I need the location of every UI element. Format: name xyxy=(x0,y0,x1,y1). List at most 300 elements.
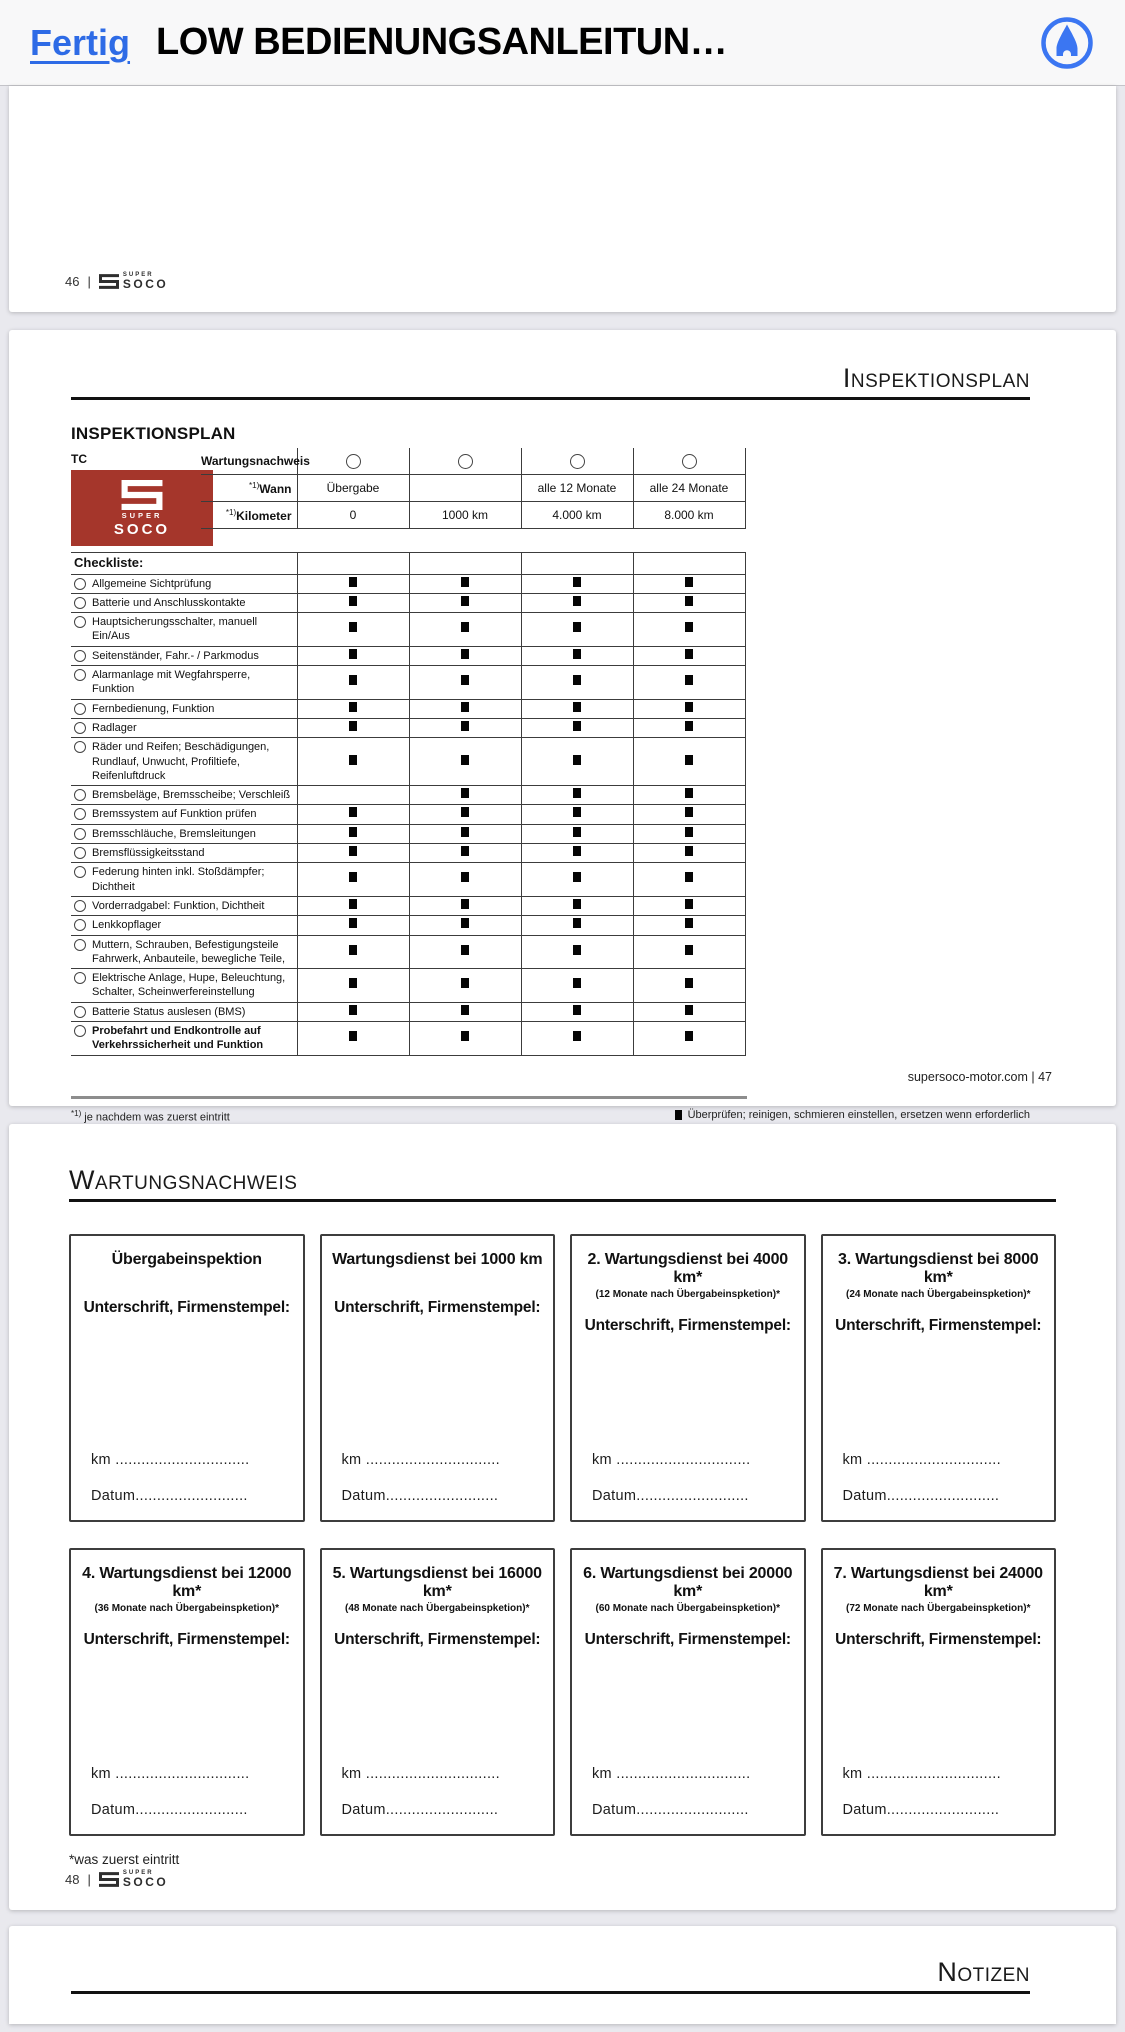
page-number: 48 xyxy=(65,1871,80,1887)
km-field: km ............................... xyxy=(91,1765,250,1782)
checklist-circle-icon xyxy=(74,847,86,859)
km-field: km ............................... xyxy=(341,1765,500,1782)
checklist-item-text: Batterie Status auslesen (BMS) xyxy=(92,1005,246,1018)
check-square-icon xyxy=(349,1005,357,1015)
check-square-icon xyxy=(461,622,469,632)
checklist-item-label-cell xyxy=(71,1002,297,1021)
checklist-item-label-cell xyxy=(71,613,297,647)
check-square-icon xyxy=(349,755,357,765)
check-square-icon xyxy=(349,702,357,712)
checklist-circle-icon xyxy=(74,866,86,878)
inspection-mark-cell xyxy=(409,896,521,915)
check-square-icon xyxy=(685,675,693,685)
inspection-mark-cell xyxy=(409,935,521,969)
wartung-box-subtitle: (12 Monate nach Übergabeinspketion)* xyxy=(595,1289,780,1301)
footer-divider: | xyxy=(87,273,91,289)
soco-s-icon xyxy=(99,274,119,289)
checklist-item-label-cell xyxy=(71,666,297,700)
chapter-heading-wartungsnachweis: Wartungsnachweis xyxy=(69,1166,1056,1202)
inspection-mark-cell xyxy=(633,593,745,612)
checkliste-header-row xyxy=(71,552,745,574)
inspection-mark-cell xyxy=(409,646,521,665)
checklist-item-text: Alarmanlage mit Wegfahrsperre, Funktion xyxy=(92,669,251,696)
check-square-icon xyxy=(573,945,581,955)
checklist-row xyxy=(71,1022,745,1056)
wartung-box xyxy=(69,1234,305,1522)
check-square-icon xyxy=(349,622,357,632)
check-square-icon xyxy=(573,622,581,632)
checklist-item-text: Federung hinten inkl. Stoßdämpfer; Dichtheit xyxy=(92,866,265,893)
page-47-footer: supersoco-motor.com | 47 xyxy=(907,1070,1052,1084)
check-square-icon xyxy=(685,721,693,731)
inspection-mark-cell xyxy=(521,805,633,824)
soco-s-icon xyxy=(99,1872,119,1887)
checklist-row xyxy=(71,1002,745,1021)
footer-divider: | xyxy=(87,1871,91,1887)
checklist-row xyxy=(71,824,745,843)
signature-label: Unterschrift, Firmenstempel: xyxy=(83,1631,290,1649)
stamp-circle-cell xyxy=(297,448,409,475)
inspection-mark-cell xyxy=(633,646,745,665)
super-soco-logo xyxy=(99,272,168,290)
check-square-icon xyxy=(461,1031,469,1041)
inspection-mark-cell xyxy=(297,935,409,969)
wartungsnachweis-label: Wartungsnachweis xyxy=(201,448,297,475)
check-square-icon xyxy=(461,978,469,988)
wann-cell: alle 12 Monate xyxy=(521,475,633,502)
kilometer-cell: 1000 km xyxy=(409,502,521,529)
footnote-divider xyxy=(71,1096,747,1099)
signature-label: Unterschrift, Firmenstempel: xyxy=(584,1631,791,1649)
check-square-icon xyxy=(685,872,693,882)
checklist-item-label-cell xyxy=(71,935,297,969)
check-square-icon xyxy=(461,649,469,659)
check-square-icon xyxy=(573,721,581,731)
inspection-mark-cell xyxy=(409,666,521,700)
check-square-icon xyxy=(461,872,469,882)
kilometer-label: $^{*1)}$Kilometer xyxy=(201,502,297,529)
inspection-mark-cell xyxy=(521,699,633,718)
check-square-icon xyxy=(461,945,469,955)
check-square-icon xyxy=(349,945,357,955)
checklist-row xyxy=(71,969,745,1003)
pdf-page-46[interactable] xyxy=(9,86,1116,312)
inspection-mark-cell xyxy=(297,738,409,786)
check-square-icon xyxy=(685,649,693,659)
inspection-mark-cell xyxy=(633,863,745,897)
inspection-mark-cell xyxy=(633,805,745,824)
km-field: km ............................... xyxy=(91,1451,250,1468)
km-field: km ............................... xyxy=(842,1765,1001,1782)
signature-label: Unterschrift, Firmenstempel: xyxy=(334,1299,541,1317)
checklist-circle-icon xyxy=(74,1006,86,1018)
datum-field: Datum.......................... xyxy=(341,1801,499,1818)
checklist-circle-icon xyxy=(74,900,86,912)
check-square-icon xyxy=(573,755,581,765)
check-square-icon xyxy=(573,1031,581,1041)
check-square-icon xyxy=(685,755,693,765)
wann-cell xyxy=(409,475,521,502)
datum-field: Datum.......................... xyxy=(842,1487,1000,1504)
checklist-row xyxy=(71,896,745,915)
inspection-mark-cell xyxy=(409,824,521,843)
wartung-box-title: Übergabeinspektion xyxy=(111,1250,262,1268)
wartung-box-subtitle: (60 Monate nach Übergabeinspketion)* xyxy=(595,1603,780,1615)
inspection-mark-cell xyxy=(521,593,633,612)
wartung-box-subtitle xyxy=(332,1271,544,1285)
inspection-mark-cell xyxy=(633,613,745,647)
inspection-mark-cell xyxy=(521,844,633,863)
check-square-icon xyxy=(573,702,581,712)
checklist-item-text: Bremsflüssigkeitsstand xyxy=(92,847,205,860)
kilometer-cell: 8.000 km xyxy=(633,502,745,529)
wartung-box xyxy=(821,1234,1057,1522)
checklist-row xyxy=(71,805,745,824)
check-square-icon xyxy=(461,918,469,928)
chapter-heading-inspektionsplan: Inspektionsplan xyxy=(71,364,1030,400)
checklist-item-label-cell xyxy=(71,574,297,593)
checklist-item-text: Seitenständer, Fahr.- / Parkmodus xyxy=(92,649,259,662)
check-square-icon xyxy=(461,577,469,587)
check-square-icon xyxy=(685,1031,693,1041)
inspection-mark-cell xyxy=(297,574,409,593)
checklist-row xyxy=(71,574,745,593)
wann-cell: alle 24 Monate xyxy=(633,475,745,502)
check-square-icon xyxy=(685,899,693,909)
datum-field: Datum.......................... xyxy=(842,1801,1000,1818)
inspection-mark-cell xyxy=(521,824,633,843)
km-field: km ............................... xyxy=(592,1451,751,1468)
check-square-icon xyxy=(685,827,693,837)
checklist-item-text: Vorderradgabel: Funktion, Dichtheit xyxy=(92,899,265,912)
checklist-row xyxy=(71,738,745,786)
legend-square-icon xyxy=(675,1110,682,1120)
inspection-mark-cell xyxy=(409,1002,521,1021)
check-square-icon xyxy=(573,649,581,659)
checklist-row xyxy=(71,863,745,897)
inspection-mark-cell xyxy=(297,863,409,897)
pdf-page-47[interactable] xyxy=(9,330,1116,1124)
wann-cell: Übergabe xyxy=(297,475,409,502)
inspection-mark-cell xyxy=(297,666,409,700)
checklist-circle-icon xyxy=(74,741,86,753)
checklist-row xyxy=(71,666,745,700)
wartung-box-subtitle: (24 Monate nach Übergabeinspketion)* xyxy=(846,1289,1031,1301)
check-square-icon xyxy=(349,872,357,882)
brand-soco-text: SOCO xyxy=(122,1875,169,1889)
check-square-icon xyxy=(685,622,693,632)
wartung-box-title: Wartungsdienst bei 1000 km xyxy=(332,1250,543,1268)
check-square-icon xyxy=(685,596,693,606)
check-square-icon xyxy=(573,675,581,685)
inspection-mark-cell xyxy=(521,738,633,786)
check-square-icon xyxy=(461,596,469,606)
wartungsnachweis-row xyxy=(201,448,745,475)
check-square-icon xyxy=(573,807,581,817)
signature-label: Unterschrift, Firmenstempel: xyxy=(835,1631,1042,1649)
check-square-icon xyxy=(685,577,693,587)
kilometer-cell: 0 xyxy=(297,502,409,529)
page-48-footer xyxy=(65,1870,168,1888)
inspection-mark-cell xyxy=(521,969,633,1003)
checklist-circle-icon xyxy=(74,597,86,609)
checklist-item-label-cell xyxy=(71,969,297,1003)
check-square-icon xyxy=(573,872,581,882)
inspection-mark-cell xyxy=(297,593,409,612)
check-square-icon xyxy=(461,755,469,765)
wartung-box-subtitle: (48 Monate nach Übergabeinspketion)* xyxy=(345,1603,530,1615)
checklist-item-label-cell xyxy=(71,824,297,843)
check-square-icon xyxy=(349,675,357,685)
checklist-item-label-cell xyxy=(71,699,297,718)
pdf-page-49[interactable] xyxy=(9,1926,1116,2024)
stamp-circle-icon xyxy=(682,454,697,469)
checklist-item-text: Bremsschläuche, Bremsleitungen xyxy=(92,827,256,840)
inspection-mark-cell xyxy=(633,666,745,700)
inspection-mark-cell xyxy=(633,552,745,574)
brand-super-text: SUPER xyxy=(122,272,154,278)
inspection-mark-cell xyxy=(521,646,633,665)
check-square-icon xyxy=(685,978,693,988)
wartung-box xyxy=(570,1234,806,1522)
check-square-icon xyxy=(349,649,357,659)
inspection-mark-cell xyxy=(521,1022,633,1056)
datum-field: Datum.......................... xyxy=(341,1487,499,1504)
checklist-row xyxy=(71,786,745,805)
check-square-icon xyxy=(573,788,581,798)
super-soco-logo xyxy=(99,1870,168,1888)
service-interval-header-table xyxy=(201,448,746,530)
inspection-mark-cell xyxy=(409,1022,521,1056)
brand-soco-text: SOCO xyxy=(122,277,169,291)
checklist-row xyxy=(71,613,745,647)
checkliste-label: Checkliste: xyxy=(71,552,297,574)
datum-field: Datum.......................... xyxy=(91,1487,248,1504)
kilometer-cell: 4.000 km xyxy=(521,502,633,529)
inspection-mark-cell xyxy=(521,718,633,737)
wartung-box-subtitle: (36 Monate nach Übergabeinspketion)* xyxy=(94,1603,279,1615)
inspection-mark-cell xyxy=(297,718,409,737)
checklist-item-text: Muttern, Schrauben, Befestigungsteile Fahrwerk, Anbauteile, bewegliche Teile, xyxy=(92,938,286,965)
super-soco-red-logo xyxy=(71,470,213,546)
inspection-mark-cell xyxy=(409,718,521,737)
logo-super-text: SUPER xyxy=(121,510,163,520)
checklist-circle-icon xyxy=(74,650,86,662)
checklist-item-label-cell xyxy=(71,863,297,897)
inspection-mark-cell xyxy=(633,916,745,935)
checklist-circle-icon xyxy=(74,616,86,628)
check-square-icon xyxy=(349,846,357,856)
check-square-icon xyxy=(349,1031,357,1041)
signature-label: Unterschrift, Firmenstempel: xyxy=(83,1299,290,1317)
checklist-circle-icon xyxy=(74,808,86,820)
checklist-circle-icon xyxy=(74,722,86,734)
check-square-icon xyxy=(573,577,581,587)
signature-label: Unterschrift, Firmenstempel: xyxy=(584,1317,791,1335)
check-square-icon xyxy=(461,702,469,712)
inspection-mark-cell xyxy=(521,935,633,969)
stamp-circle-cell xyxy=(521,448,633,475)
inspection-mark-cell xyxy=(633,896,745,915)
checklist-circle-icon xyxy=(74,789,86,801)
checklist-item-text: Allgemeine Sichtprüfung xyxy=(92,577,212,590)
inspection-mark-cell xyxy=(297,1022,409,1056)
check-square-icon xyxy=(573,827,581,837)
chapter-heading-notizen: Notizen xyxy=(71,1958,1030,1994)
check-square-icon xyxy=(685,807,693,817)
inspection-mark-cell xyxy=(409,574,521,593)
checklist-item-label-cell xyxy=(71,916,297,935)
inspection-mark-cell xyxy=(297,786,409,805)
inspection-mark-cell xyxy=(633,699,745,718)
inspection-mark-cell xyxy=(409,786,521,805)
inspection-mark-cell xyxy=(297,916,409,935)
stamp-circle-icon xyxy=(346,454,361,469)
checklist-item-text: Fernbedienung, Funktion xyxy=(92,702,215,715)
inspection-mark-cell xyxy=(409,738,521,786)
markup-pen-icon[interactable] xyxy=(1039,15,1095,71)
checklist-row xyxy=(71,593,745,612)
stamp-circle-icon xyxy=(570,454,585,469)
check-square-icon xyxy=(573,978,581,988)
done-button[interactable]: Fertig xyxy=(30,21,131,63)
inspection-mark-cell xyxy=(521,613,633,647)
check-square-icon xyxy=(461,788,469,798)
inspection-mark-cell xyxy=(409,969,521,1003)
inspection-mark-cell xyxy=(633,786,745,805)
checklist-row xyxy=(71,718,745,737)
wartung-box xyxy=(821,1548,1057,1836)
inspektionsplan-title: INSPEKTIONSPLAN xyxy=(71,423,236,443)
logo-soco-text: SOCO xyxy=(113,520,171,538)
checklist-item-label-cell xyxy=(71,786,297,805)
inspection-mark-cell xyxy=(633,718,745,737)
check-square-icon xyxy=(685,1005,693,1015)
page-number: 46 xyxy=(65,273,80,289)
check-square-icon xyxy=(685,702,693,712)
wartung-box-title: 3. Wartungsdienst bei 8000 km* xyxy=(838,1250,1039,1287)
checklist-item-label-cell xyxy=(71,593,297,612)
wartung-grid xyxy=(69,1234,1056,1836)
check-square-icon xyxy=(461,846,469,856)
check-square-icon xyxy=(349,807,357,817)
checklist-circle-icon xyxy=(74,972,86,984)
check-square-icon xyxy=(573,596,581,606)
inspection-mark-cell xyxy=(633,824,745,843)
checklist-circle-icon xyxy=(74,939,86,951)
inspection-checklist-table xyxy=(71,552,746,1056)
wann-row xyxy=(201,475,745,502)
inspection-mark-cell xyxy=(297,613,409,647)
checklist-body xyxy=(71,552,745,1055)
pdf-page-48[interactable] xyxy=(9,1124,1116,1910)
checklist-item-text: Räder und Reifen; Beschädigungen, Rundlauf, Unwucht, Profiltiefe, Reifenluftdruck xyxy=(92,741,270,782)
check-square-icon xyxy=(685,846,693,856)
inspection-mark-cell xyxy=(409,613,521,647)
inspection-mark-cell xyxy=(521,666,633,700)
checklist-circle-icon xyxy=(74,669,86,681)
signature-label: Unterschrift, Firmenstempel: xyxy=(835,1317,1042,1335)
inspection-mark-cell xyxy=(297,969,409,1003)
inspection-mark-cell xyxy=(409,863,521,897)
check-square-icon xyxy=(349,577,357,587)
wann-label: $^{*1)}$Wann xyxy=(201,475,297,502)
check-square-icon xyxy=(573,899,581,909)
wartung-box-subtitle xyxy=(81,1271,293,1285)
checklist-circle-icon xyxy=(74,919,86,931)
wartung-box-title: 7. Wartungsdienst bei 24000 km* xyxy=(833,1564,1043,1601)
datum-field: Datum.......................... xyxy=(592,1801,749,1818)
footnote-left: $^{*1)}$ je nachdem was zuerst eintritt xyxy=(71,1108,230,1124)
model-tc-label: TC xyxy=(71,451,87,466)
checklist-item-text: Probefahrt und Endkontrolle auf Verkehrssicherheit und Funktion xyxy=(92,1025,264,1052)
inspection-mark-cell xyxy=(633,844,745,863)
check-square-icon xyxy=(685,945,693,955)
checklist-item-text: Batterie und Anschlusskontakte xyxy=(92,596,246,609)
inspection-mark-cell xyxy=(409,844,521,863)
footnote-legend: Überprüfen; reinigen, schmieren einstellen, ersetzen wenn erforderlich xyxy=(675,1109,1030,1121)
check-square-icon xyxy=(349,596,357,606)
check-square-icon xyxy=(349,978,357,988)
inspection-mark-cell xyxy=(297,805,409,824)
inspection-mark-cell xyxy=(297,699,409,718)
checklist-item-label-cell xyxy=(71,738,297,786)
wartung-box-title: 4. Wartungsdienst bei 12000 km* xyxy=(82,1564,292,1601)
inspection-mark-cell xyxy=(521,552,633,574)
check-square-icon xyxy=(573,1005,581,1015)
checklist-item-text: Elektrische Anlage, Hupe, Beleuchtung, Schalter, Scheinwerfereinstellung xyxy=(92,972,286,999)
inspection-mark-cell xyxy=(409,593,521,612)
check-square-icon xyxy=(349,827,357,837)
datum-field: Datum.......................... xyxy=(592,1487,749,1504)
kilometer-row xyxy=(201,502,745,529)
document-title: LOW BEDIENUNGSANLEITUN… xyxy=(156,21,728,63)
inspection-mark-cell xyxy=(297,552,409,574)
checklist-item-label-cell xyxy=(71,646,297,665)
inspection-mark-cell xyxy=(633,935,745,969)
check-square-icon xyxy=(461,807,469,817)
inspection-mark-cell xyxy=(409,552,521,574)
inspection-mark-cell xyxy=(633,1022,745,1056)
inspection-mark-cell xyxy=(297,646,409,665)
checklist-item-text: Bremsbeläge, Bremsscheibe; Verschleiß xyxy=(92,789,291,802)
km-field: km ............................... xyxy=(341,1451,500,1468)
check-square-icon xyxy=(461,675,469,685)
inspection-mark-cell xyxy=(409,916,521,935)
wartung-box-title: 6. Wartungsdienst bei 20000 km* xyxy=(583,1564,793,1601)
wartung-box xyxy=(320,1234,556,1522)
stamp-circle-cell xyxy=(633,448,745,475)
inspection-mark-cell xyxy=(297,844,409,863)
checklist-row xyxy=(71,916,745,935)
checklist-row xyxy=(71,935,745,969)
checklist-item-text: Hauptsicherungsschalter, manuell Ein/Aus xyxy=(92,616,258,643)
inspection-mark-cell xyxy=(409,805,521,824)
datum-field: Datum.......................... xyxy=(91,1801,248,1818)
page-46-footer xyxy=(65,272,168,290)
check-square-icon xyxy=(349,899,357,909)
checklist-circle-icon xyxy=(74,1025,86,1037)
wartung-box-title: 5. Wartungsdienst bei 16000 km* xyxy=(332,1564,542,1601)
check-square-icon xyxy=(685,918,693,928)
inspection-mark-cell xyxy=(521,916,633,935)
check-square-icon xyxy=(461,721,469,731)
checklist-item-text: Radlager xyxy=(92,721,137,734)
checklist-item-label-cell xyxy=(71,718,297,737)
wartung-box-subtitle: (72 Monate nach Übergabeinspketion)* xyxy=(846,1603,1031,1615)
km-field: km ............................... xyxy=(592,1765,751,1782)
checklist-item-label-cell xyxy=(71,896,297,915)
